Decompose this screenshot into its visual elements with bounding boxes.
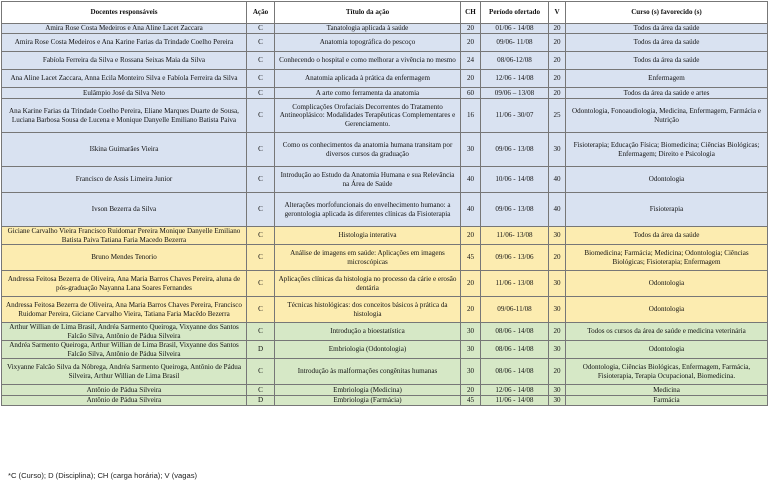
cell-docentes: Andressa Feitosa Bezerra de Oliveira, Ana Maria Barros Chaves Pereira, aluna de pós-graduação Nayanna Lana Soares Fernandes — [2, 271, 247, 297]
cell-acao: C — [247, 297, 275, 323]
cell-ch: 45 — [461, 245, 481, 271]
cell-titulo: Tanatologia aplicada à saúde — [275, 24, 461, 34]
table-row — [2, 24, 768, 34]
cell-docentes: Andréa Sarmento Queiroga, Arthur Willian de Lima Brasil, Vixyanne dos Santos Falcão Silva, Antônio de Pádua Silveira — [2, 341, 247, 359]
cell-curso: Odontologia — [566, 341, 768, 359]
cell-periodo: 09/06-11/08 — [481, 297, 549, 323]
cell-acao: C — [247, 323, 275, 341]
cell-ch: 30 — [461, 323, 481, 341]
cell-curso: Todos da área da saúde — [566, 227, 768, 245]
cell-titulo: Embriologia (Odontologia) — [275, 341, 461, 359]
cell-acao: C — [247, 24, 275, 34]
table-row — [2, 385, 768, 396]
cell-docentes: Ana Aline Lacet Zaccara, Anna Ecila Monteiro Silva e Fabíola Ferreira da Silva — [2, 70, 247, 88]
cell-acao: C — [247, 359, 275, 385]
table-row — [2, 70, 768, 88]
cell-titulo: Como os conhecimentos da anatomia humana transitam por diversos cursos da graduação — [275, 133, 461, 167]
cell-docentes: Fabíola Ferreira da Silva e Rossana Seixas Maia da Silva — [2, 52, 247, 70]
cell-titulo: Embriologia (Medicina) — [275, 385, 461, 396]
cell-v: 30 — [549, 271, 566, 297]
courses-table — [1, 1, 768, 406]
cell-titulo: Aplicações clínicas da histologia no processo da cárie e erosão dentária — [275, 271, 461, 297]
cell-v: 30 — [549, 341, 566, 359]
cell-v: 25 — [549, 99, 566, 133]
cell-titulo: Introdução a bioestatística — [275, 323, 461, 341]
cell-docentes: Andressa Feitosa Bezerra de Oliveira, Ana Maria Barros Chaves Pereira, Francisco Ruidomar Pereira, Giciane Carvalho Vieira, Tatiana Faria Macêdo Bezerra — [2, 297, 247, 323]
cell-ch: 20 — [461, 297, 481, 323]
cell-periodo: 01/06 - 14/08 — [481, 24, 549, 34]
cell-ch: 30 — [461, 341, 481, 359]
table-row — [2, 271, 768, 297]
cell-titulo: Histologia interativa — [275, 227, 461, 245]
cell-v: 30 — [549, 396, 566, 406]
cell-docentes: Francisco de Assis Limeira Junior — [2, 167, 247, 193]
cell-ch: 20 — [461, 385, 481, 396]
table-row — [2, 396, 768, 406]
cell-v: 20 — [549, 323, 566, 341]
cell-periodo: 09/06 - 13/06 — [481, 245, 549, 271]
cell-periodo: 09/06 - 13/08 — [481, 193, 549, 227]
cell-v: 20 — [549, 245, 566, 271]
cell-curso: Todos da área da saúde — [566, 52, 768, 70]
cell-docentes: Amira Rose Costa Medeiros e Ana Karine Farias da Trindade Coelho Pereira — [2, 34, 247, 52]
table-row — [2, 34, 768, 52]
cell-curso: Todos os cursos da área de saúde e medicina veterinária — [566, 323, 768, 341]
cell-acao: D — [247, 341, 275, 359]
cell-acao: D — [247, 396, 275, 406]
cell-acao: C — [247, 167, 275, 193]
header-vagas: V — [549, 2, 566, 24]
table-row — [2, 167, 768, 193]
cell-periodo: 12/06 - 14/08 — [481, 385, 549, 396]
cell-acao: C — [247, 88, 275, 99]
table-row — [2, 193, 768, 227]
cell-periodo: 08/06 - 14/08 — [481, 341, 549, 359]
table-row — [2, 99, 768, 133]
cell-acao: C — [247, 133, 275, 167]
cell-periodo: 08/06 - 14/08 — [481, 323, 549, 341]
cell-acao: C — [247, 52, 275, 70]
cell-ch: 16 — [461, 99, 481, 133]
table-row — [2, 297, 768, 323]
cell-v: 20 — [549, 52, 566, 70]
cell-curso: Todos da área da saúde — [566, 34, 768, 52]
cell-periodo: 10/06 - 14/08 — [481, 167, 549, 193]
header-curso: Curso (s) favorecido (s) — [566, 2, 768, 24]
cell-curso: Biomedicina; Farmácia; Medicina; Odontologia; Ciências Biológicas; Fisioterapia; Enfermagem — [566, 245, 768, 271]
cell-ch: 40 — [461, 167, 481, 193]
cell-ch: 20 — [461, 34, 481, 52]
cell-periodo: 09/06 - 13/08 — [481, 133, 549, 167]
cell-acao: C — [247, 70, 275, 88]
cell-titulo: Alterações morfofuncionais do envelhecimento humano: a gerontologia aplicada às diferentes clínicas da Fisioterapia — [275, 193, 461, 227]
cell-titulo: A arte como ferramenta da anatomia — [275, 88, 461, 99]
cell-docentes: Giciane Carvalho Vieira Francisco Ruidomar Pereira Monique Danyelle Emiliano Batista Paiva Tatiana Faria Macedo Bezerra — [2, 227, 247, 245]
cell-docentes: Antônio de Pádua Silveira — [2, 385, 247, 396]
cell-acao: C — [247, 34, 275, 52]
header-acao: Ação — [247, 2, 275, 24]
cell-titulo: Conhecendo o hospital e como melhorar a vivência no mesmo — [275, 52, 461, 70]
cell-acao: C — [247, 99, 275, 133]
cell-curso: Odontologia — [566, 167, 768, 193]
cell-periodo: 11/06- 13/08 — [481, 227, 549, 245]
cell-titulo: Embriologia (Farmácia) — [275, 396, 461, 406]
cell-curso: Todos da área da saúde e artes — [566, 88, 768, 99]
cell-ch: 20 — [461, 227, 481, 245]
cell-v: 20 — [549, 24, 566, 34]
cell-curso: Odontologia, Ciências Biológicas, Enfermagem, Farmácia, Fisioterapia, Terapia Ocupacional, Biomedicina. — [566, 359, 768, 385]
cell-ch: 30 — [461, 133, 481, 167]
cell-titulo: Análise de imagens em saúde: Aplicações em imagens microscópicas — [275, 245, 461, 271]
cell-docentes: Iškina Guimarães Vieira — [2, 133, 247, 167]
table-row — [2, 88, 768, 99]
cell-docentes: Bruno Mendes Tenorio — [2, 245, 247, 271]
cell-ch: 20 — [461, 70, 481, 88]
cell-ch: 45 — [461, 396, 481, 406]
header-ch: CH — [461, 2, 481, 24]
cell-curso: Enfermagem — [566, 70, 768, 88]
cell-acao: C — [247, 193, 275, 227]
cell-v: 30 — [549, 385, 566, 396]
cell-curso: Fisioterapia; Educação Física; Biomedicina; Ciências Biológicas; Enfermagem; Direito e Psicologia — [566, 133, 768, 167]
cell-titulo: Introdução às malformações congênitas humanas — [275, 359, 461, 385]
cell-ch: 60 — [461, 88, 481, 99]
cell-v: 20 — [549, 34, 566, 52]
cell-periodo: 08/06-12/08 — [481, 52, 549, 70]
cell-v: 20 — [549, 359, 566, 385]
cell-curso: Todos da área da saúde — [566, 24, 768, 34]
header-docentes: Docentes responsáveis — [2, 2, 247, 24]
table-body — [2, 24, 768, 406]
cell-docentes: Ana Karine Farias da Trindade Coelho Pereira, Eliane Marques Duarte de Sousa, Luciana Barbosa Sousa de Lucena e Monique Danyelle Emiliano Batista Paiva — [2, 99, 247, 133]
table-row — [2, 245, 768, 271]
cell-curso: Odontologia — [566, 297, 768, 323]
cell-ch: 20 — [461, 271, 481, 297]
cell-v: 40 — [549, 167, 566, 193]
cell-v: 20 — [549, 88, 566, 99]
cell-docentes: Vixyanne Falcão Silva da Nóbrega, Andréa Sarmento Queiroga, Antônio de Pádua Silveira, Arthur Willian de Lima Brasil — [2, 359, 247, 385]
table-row — [2, 227, 768, 245]
cell-ch: 30 — [461, 359, 481, 385]
cell-docentes: Amira Rose Costa Medeiros e Ana Aline Lacet Zaccara — [2, 24, 247, 34]
cell-docentes: Ivson Bezerra da Silva — [2, 193, 247, 227]
cell-titulo: Anatomia aplicada à prática da enfermagem — [275, 70, 461, 88]
cell-titulo: Técnicas histológicas: dos conceitos básicos à prática da histologia — [275, 297, 461, 323]
header-titulo: Título da ação — [275, 2, 461, 24]
table-row — [2, 52, 768, 70]
cell-curso: Farmácia — [566, 396, 768, 406]
cell-v: 20 — [549, 70, 566, 88]
cell-docentes: Antônio de Pádua Silveira — [2, 396, 247, 406]
cell-docentes: Arthur Willian de Lima Brasil, Andréa Sarmento Queiroga, Vixyanne dos Santos Falcão Silva, Antônio de Pádua Silveira — [2, 323, 247, 341]
cell-titulo: Introdução ao Estudo da Anatomia Humana e sua Relevância na Área de Saúde — [275, 167, 461, 193]
cell-v: 40 — [549, 193, 566, 227]
cell-periodo: 12/06 - 14/08 — [481, 70, 549, 88]
table-row — [2, 133, 768, 167]
cell-periodo: 09/06 – 13/08 — [481, 88, 549, 99]
cell-periodo: 09/06- 11/08 — [481, 34, 549, 52]
header-periodo: Período ofertado — [481, 2, 549, 24]
cell-curso: Fisioterapia — [566, 193, 768, 227]
cell-periodo: 11/06 - 13/08 — [481, 271, 549, 297]
cell-curso: Odontologia — [566, 271, 768, 297]
table-row — [2, 323, 768, 341]
cell-curso: Medicina — [566, 385, 768, 396]
cell-acao: C — [247, 245, 275, 271]
cell-v: 30 — [549, 297, 566, 323]
cell-titulo: Anatomia topográfica do pescoço — [275, 34, 461, 52]
cell-acao: C — [247, 271, 275, 297]
cell-periodo: 08/06 - 14/08 — [481, 359, 549, 385]
cell-acao: C — [247, 227, 275, 245]
table-row — [2, 341, 768, 359]
cell-ch: 20 — [461, 24, 481, 34]
cell-ch: 40 — [461, 193, 481, 227]
cell-periodo: 11/06 - 14/08 — [481, 396, 549, 406]
legend-footnote: *C (Curso); D (Disciplina); CH (carga horária); V (vagas) — [8, 471, 198, 480]
cell-acao: C — [247, 385, 275, 396]
cell-v: 30 — [549, 227, 566, 245]
cell-ch: 24 — [461, 52, 481, 70]
table-header-row — [2, 2, 768, 24]
courses-table-wrapper — [1, 1, 767, 406]
cell-curso: Odontologia, Fonoaudiologia, Medicina, Enfermagem, Farmácia e Nutrição — [566, 99, 768, 133]
table-row — [2, 359, 768, 385]
cell-periodo: 11/06 - 30/07 — [481, 99, 549, 133]
cell-docentes: Eulâmpio José da Silva Neto — [2, 88, 247, 99]
cell-titulo: Complicações Orofaciais Decorrentes do Tratamento Antineoplásico: Modalidades Terapêuticas Complementares e Gerenciamento. — [275, 99, 461, 133]
cell-v: 30 — [549, 133, 566, 167]
